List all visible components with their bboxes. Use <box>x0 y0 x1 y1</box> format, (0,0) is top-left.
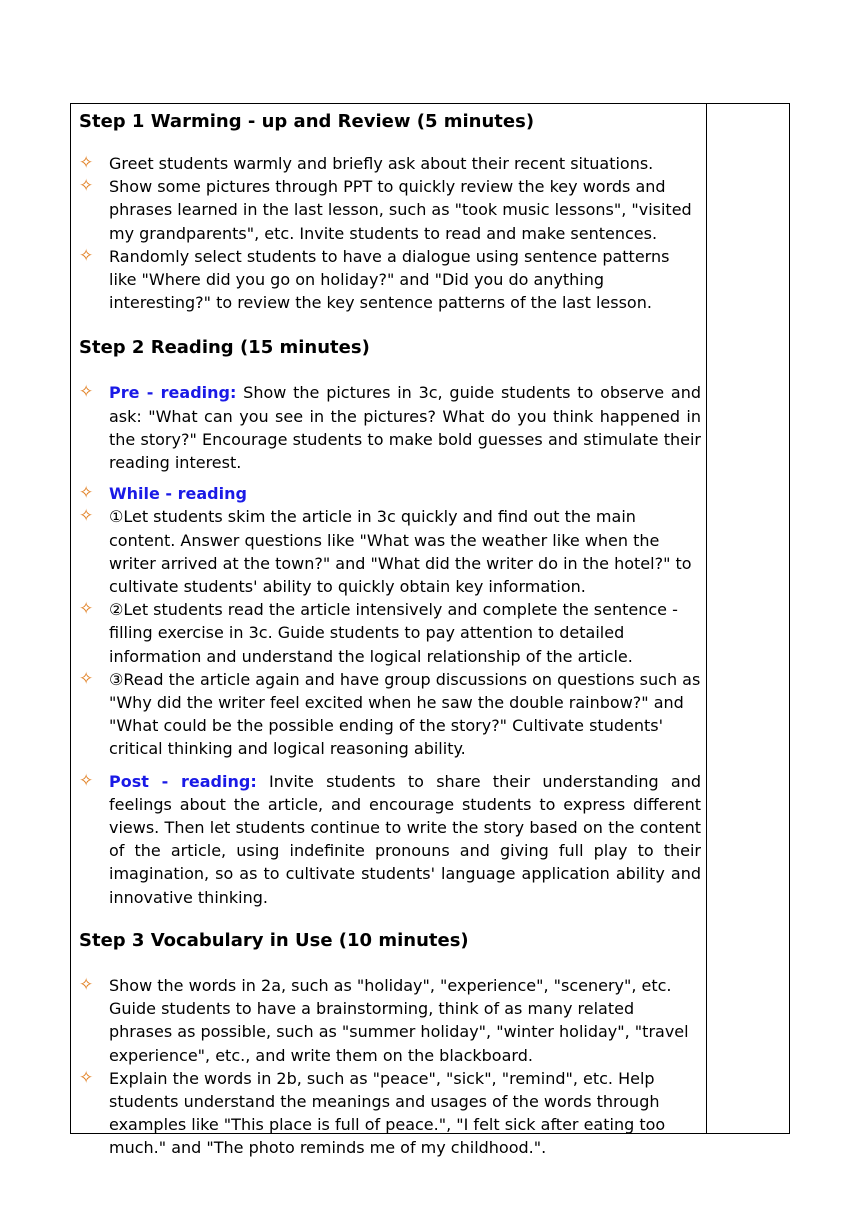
while-reading-label: While - reading <box>109 484 247 504</box>
list-item <box>79 770 701 909</box>
bullet-text: Randomly select students to have a dialogue using sentence patterns like "Where did you go on holiday?" and "Did you do anything interesting?" to review the key sentence patterns of the last lesson. <box>109 246 670 313</box>
list-item <box>79 668 701 761</box>
open-star-bullet-icon: ✧ <box>79 176 94 197</box>
bullet-text: Greet students warmly and briefly ask about their recent situations. <box>109 154 654 173</box>
open-star-bullet-icon: ✧ <box>79 506 94 527</box>
open-star-bullet-icon: ✧ <box>79 1067 94 1088</box>
post-reading-label: Post - reading: <box>109 771 257 791</box>
bullet-text: Invite students to share their understanding and feelings about the article, and encourage students to express different views. Then let students continue to write the story based on the content of the article, using indefinite pronouns and giving full play to their imagination, so as to cultivate students' language application ability and innovative thinking. <box>109 771 702 907</box>
bullet-text: ③Read the article again and have group discussions on questions such as "Why did the writer feel excited when he saw the double rainbow?" and "What could be the possible ending of the story?" Cultivate students' critical thinking and logical reasoning ability. <box>109 669 701 759</box>
open-star-bullet-icon: ✧ <box>79 668 94 689</box>
list-item <box>79 482 701 505</box>
list-item <box>79 245 701 315</box>
list-item <box>79 152 701 175</box>
lesson-plan-table <box>70 103 790 1158</box>
column-divider <box>706 104 707 1133</box>
pre-reading-label: Pre - reading: <box>109 383 237 403</box>
open-star-bullet-icon: ✧ <box>79 382 94 403</box>
open-star-bullet-icon: ✧ <box>79 153 94 173</box>
list-item <box>79 505 701 598</box>
open-star-bullet-icon: ✧ <box>79 974 94 995</box>
bullet-text: ①Let students skim the article in 3c quickly and find out the main content. Answer questions like "What was the weather like when the writer arrived at the town?" and "What did the writer do in the hotel?" to cultivate students' ability to quickly obtain key information. <box>109 507 692 597</box>
open-star-bullet-icon: ✧ <box>79 599 94 620</box>
step1-heading: Step 1 Warming - up and Review (5 minutes) <box>79 111 535 132</box>
list-item <box>79 381 701 474</box>
step3-list <box>79 974 701 1160</box>
bullet-text: Show some pictures through PPT to quickly review the key words and phrases learned in the last lesson, such as "took music lessons", "visited my grandparents", etc. Invite students to read and make sentences. <box>109 177 692 243</box>
list-item <box>79 175 701 245</box>
step3-heading: Step 3 Vocabulary in Use (10 minutes) <box>79 929 469 951</box>
list-item <box>79 1067 701 1160</box>
open-star-bullet-icon: ✧ <box>79 245 94 266</box>
step2-heading: Step 2 Reading (15 minutes) <box>79 337 370 359</box>
step1-list <box>79 152 701 314</box>
bullet-text: ②Let students read the article intensively and complete the sentence - filling exercise in 3c. Guide students to pay attention to detailed information and understand the logical relationship of the article. <box>109 600 678 666</box>
procedure-cell <box>79 110 701 1160</box>
post-reading-list <box>79 770 701 909</box>
list-item <box>79 598 701 668</box>
open-star-bullet-icon: ✧ <box>79 770 94 791</box>
open-star-bullet-icon: ✧ <box>79 483 94 504</box>
bullet-text: Show the words in 2a, such as "holiday", "experience", "scenery", etc. Guide students to have a brainstorming, think of as many related phrases as possible, such as "summer holiday", "winter holiday", "travel experience", etc., and write them on the blackboard. <box>109 975 689 1065</box>
bullet-text: Show the pictures in 3c, guide students to observe and ask: "What can you see in the pictures? What do you think happened in the story?" Encourage students to make bold guesses and stimulate their reading interest. <box>109 383 702 473</box>
while-reading-list <box>79 482 701 760</box>
list-item <box>79 974 701 1067</box>
bullet-text: Explain the words in 2b, such as "peace", "sick", "remind", etc. Help students understand the meanings and usages of the words through examples like "This place is full of peace.", "I felt sick after eating too much." and "The photo reminds me of my childhood.". <box>109 1068 666 1158</box>
pre-reading-list <box>79 381 701 474</box>
